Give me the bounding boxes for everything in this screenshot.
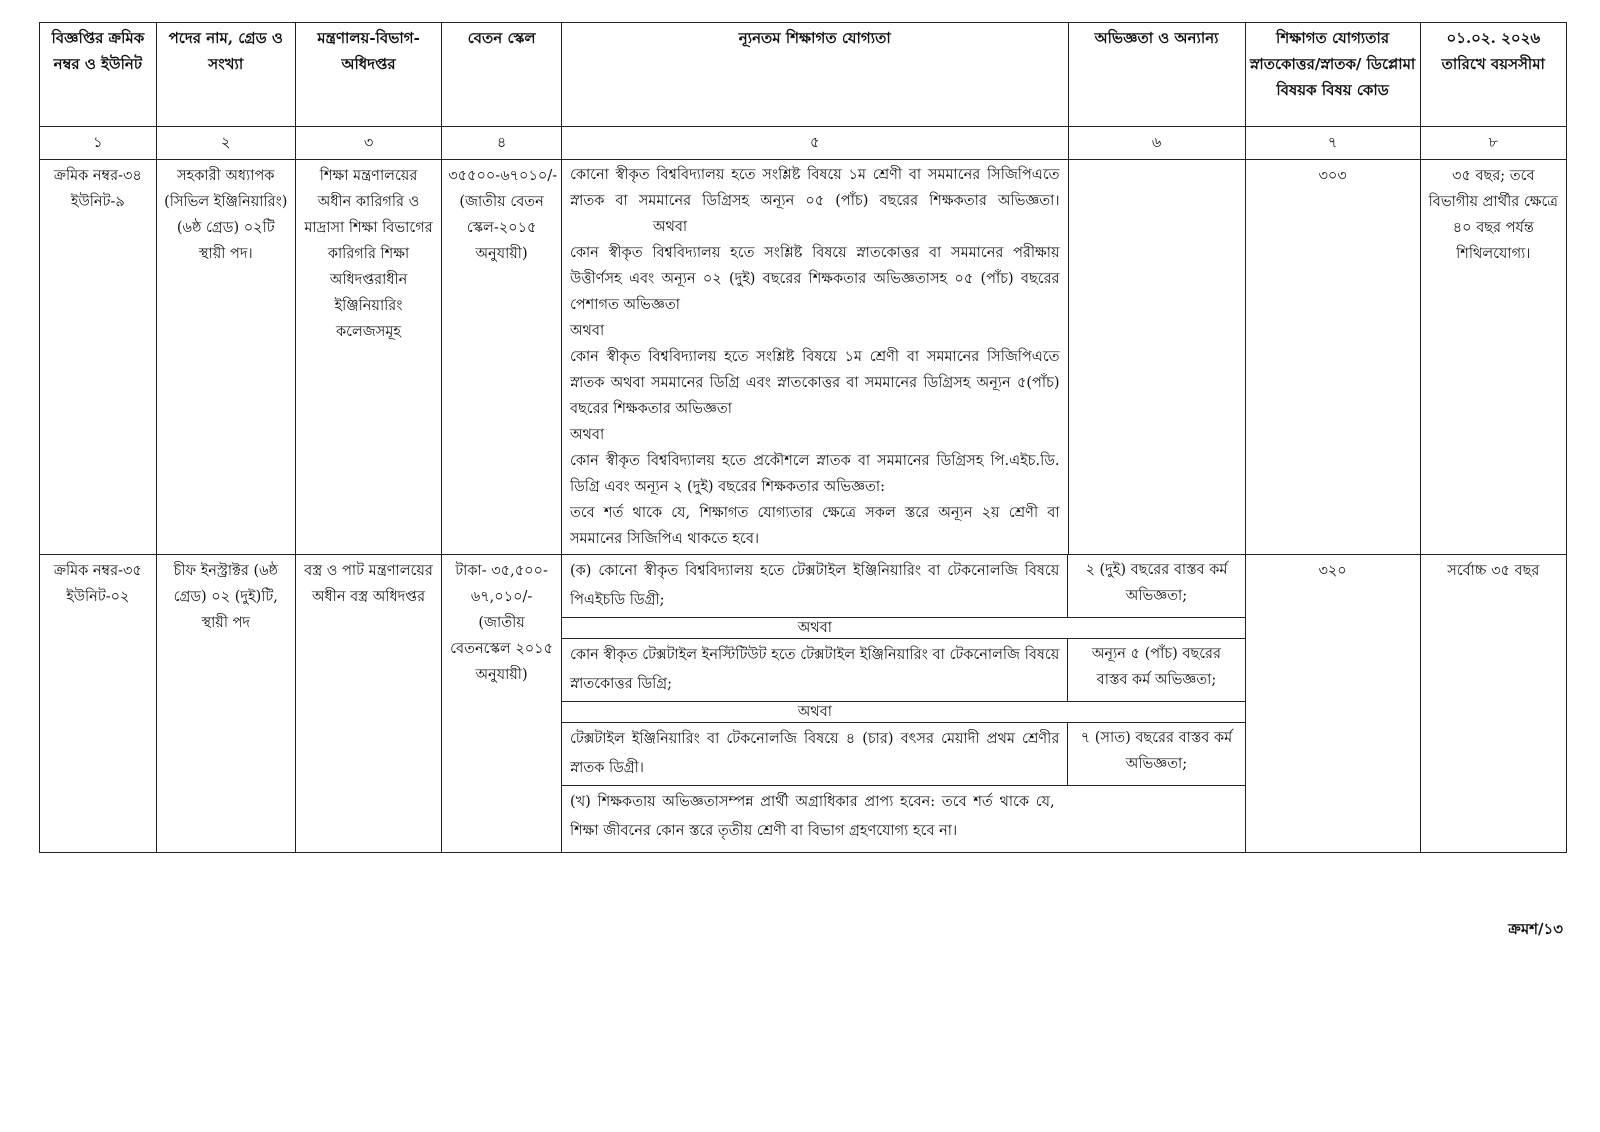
or-label: অথবা <box>652 219 688 235</box>
experience-option: ২ (দুই) বছরের বাস্তব কর্ম অভিজ্ঞতা; <box>1085 562 1228 604</box>
or-row <box>562 702 1245 723</box>
or-label: অথবা <box>562 702 1068 723</box>
age-limit-cell: সর্বোচ্চ ৩৫ বছর <box>1420 555 1566 853</box>
education-paragraph: কোনো স্বীকৃত বিশ্ববিদ্যালয় হতে সংশ্লিষ্ট বিষয়ে ১ম শ্রেণী বা সমমানের সিজিপিএতে স্নাতক বা সমমানের ডিগ্রিসহ অন্যূন ০৫ (পাঁচ) বছরের শিক্ষকতার অভিজ্ঞতা। অথবা <box>569 167 1060 235</box>
header-age-limit: ০১.০২. ২০২৬ তারিখে বয়সসীমা <box>1420 23 1566 127</box>
column-number: ৮ <box>1420 127 1566 160</box>
header-row <box>40 23 1567 127</box>
nested-qualification-table <box>562 555 1245 852</box>
education-paragraph: কোন স্বীকৃত বিশ্ববিদ্যালয় হতে সংশ্লিষ্ট বিষয়ে ১ম শ্রেণী বা সমমানের সিজিপিএতে স্নাতক অথবা সমমানের ডিগ্রি এবং স্নাতকোত্তর বা সমমানের ডিগ্রিসহ অন্যূন ৫(পাঁচ) বছরের শিক্ষকতার অভিজ্ঞতা <box>569 349 1060 417</box>
qualification-row <box>562 786 1245 853</box>
column-number: ৪ <box>442 127 562 160</box>
header-subject-code: শিক্ষাগত যোগ্যতার স্নাতকোত্তর/স্নাতক/ ডিপ্লোমা বিষয়ক বিষয় কোড <box>1245 23 1420 127</box>
experience-option: ৭ (সাত) বছরের বাস্তব কর্ম অভিজ্ঞতা; <box>1080 730 1233 772</box>
experience-cell <box>1068 160 1245 555</box>
header-experience: অভিজ্ঞতা ও অন্যান্য <box>1068 23 1245 127</box>
experience-option: অন্যূন ৫ (পাঁচ) বছরের বাস্তব কর্ম অভিজ্ঞতা; <box>1091 646 1222 688</box>
pay-scale-cell: ৩৫৫০০-৬৭০১০/- (জাতীয় বেতন স্কেল-২০১৫ অনুযায়ী) <box>442 160 562 555</box>
table-row <box>40 555 1567 853</box>
header-post: পদের নাম, গ্রেড ও সংখ্যা <box>156 23 295 127</box>
ministry-cell: বস্ত্র ও পাট মন্ত্রণালয়ের অধীন বস্ত্র অধিদপ্তর <box>295 555 441 853</box>
column-number: ৩ <box>295 127 441 160</box>
subject-code-cell: ৩০৩ <box>1245 160 1420 555</box>
column-number: ৬ <box>1068 127 1245 160</box>
ministry-cell: শিক্ষা মন্ত্রণালয়ের অধীন কারিগরি ও মাদ্রাসা শিক্ষা বিভাগের কারিগরি শিক্ষা অধিদপ্তরাধীন ইঞ্জিনিয়ারিং কলেজসমূহ <box>295 160 441 555</box>
column-number: ২ <box>156 127 295 160</box>
header-education: ন্যূনতম শিক্ষাগত যোগ্যতা <box>561 23 1068 127</box>
or-spacer <box>1068 702 1245 723</box>
qualification-row <box>562 639 1245 702</box>
post-cell: সহকারী অধ্যাপক (সিভিল ইঞ্জিনিয়ারিং) (৬ষ্ঠ গ্রেড) ০২টি স্থায়ী পদ। <box>156 160 295 555</box>
or-label: অথবা <box>569 427 605 443</box>
education-cell <box>561 160 1068 555</box>
education-paragraph: কোন স্বীকৃত বিশ্ববিদ্যালয় হতে প্রকৌশলে স্নাতক বা সমমানের ডিগ্রিসহ পি.এইচ.ডি. ডিগ্রি এবং অন্যূন ২ (দুই) বছরের শিক্ষকতার অভিজ্ঞতা: <box>569 453 1060 495</box>
table-row <box>40 160 1567 555</box>
column-number: ১ <box>40 127 157 160</box>
column-number-row <box>40 127 1567 160</box>
column-number: ৫ <box>561 127 1068 160</box>
header-scale: বেতন স্কেল <box>442 23 562 127</box>
or-spacer <box>1068 618 1245 639</box>
or-label: অথবা <box>569 323 605 339</box>
or-row <box>562 618 1245 639</box>
column-number: ৭ <box>1245 127 1420 160</box>
pay-scale-cell: টাকা- ৩৫,৫০০- ৬৭,০১০/- (জাতীয় বেতনস্কেল ২০১৫ অনুযায়ী) <box>442 555 562 853</box>
education-experience-cell <box>561 555 1245 853</box>
qualification-row <box>562 555 1245 618</box>
continuation-note: ক্রমশ/১৩ <box>1508 920 1563 938</box>
education-option: টেক্সটাইল ইঞ্জিনিয়ারিং বা টেকনোলজি বিষয়ে ৪ (চার) বৎসর মেয়াদী প্রথম শ্রেণীর স্নাতক ডিগ্রী। <box>562 723 1068 786</box>
education-option: কোন স্বীকৃত টেক্সটাইল ইনস্টিটিউট হতে টেক্সটাইল ইঞ্জিনিয়ারিং বা টেকনোলজি বিষয়ে স্নাতকোত্তর ডিগ্রি; <box>562 639 1068 702</box>
serial-cell: ক্রমিক নম্বর-৩৪ ইউনিট-৯ <box>40 160 157 555</box>
education-option: (ক) কোনো স্বীকৃত বিশ্ববিদ্যালয় হতে টেক্সটাইল ইঞ্জিনিয়ারিং বা টেকনোলজি বিষয়ে পিএইচডি ডিগ্রী; <box>562 555 1068 618</box>
serial-cell: ক্রমিক নম্বর-৩৫ ইউনিট-০২ <box>40 555 157 853</box>
education-note: (খ) শিক্ষকতায় অভিজ্ঞতাসম্পন্ন প্রার্থী অগ্রাধিকার প্রাপ্য হবেন: তবে শর্ত থাকে যে, শিক্ষা জীবনের কোন স্তরে তৃতীয় শ্রেণী বা বিভাগ গ্রহণযোগ্য হবে না। <box>562 786 1245 853</box>
qualification-row <box>562 723 1245 786</box>
education-paragraph: কোন স্বীকৃত বিশ্ববিদ্যালয় হতে সংশ্লিষ্ট বিষয়ে স্নাতকোত্তর বা সমমানের পরীক্ষায় উত্তীর্ণসহ এবং অন্যূন ০২ (দুই) বছরের শিক্ষকতার অভিজ্ঞতাসহ ০৫ (পাঁচ) বছরের পেশাগত অভিজ্ঞতা <box>569 245 1060 313</box>
education-paragraph: তবে শর্ত থাকে যে, শিক্ষাগত যোগ্যতার ক্ষেত্রে সকল স্তরে অন্যূন ২য় শ্রেণী বা সমমানের সিজিপিএ থাকতে হবে। <box>569 505 1060 547</box>
post-cell: চীফ ইনস্ট্রাক্টর (৬ষ্ঠ গ্রেড) ০২ (দুই)টি, স্থায়ী পদ <box>156 555 295 853</box>
or-label: অথবা <box>562 618 1068 639</box>
age-limit-cell: ৩৫ বছর; তবে বিভাগীয় প্রার্থীর ক্ষেত্রে ৪০ বছর পর্যন্ত শিথিলযোগ্য। <box>1420 160 1566 555</box>
subject-code-cell: ৩২০ <box>1245 555 1420 853</box>
header-ministry: মন্ত্রণালয়-বিভাগ-অধিদপ্তর <box>295 23 441 127</box>
header-serial: বিজ্ঞপ্তির ক্রমিক নম্বর ও ইউনিট <box>40 23 157 127</box>
recruitment-table <box>39 22 1567 853</box>
